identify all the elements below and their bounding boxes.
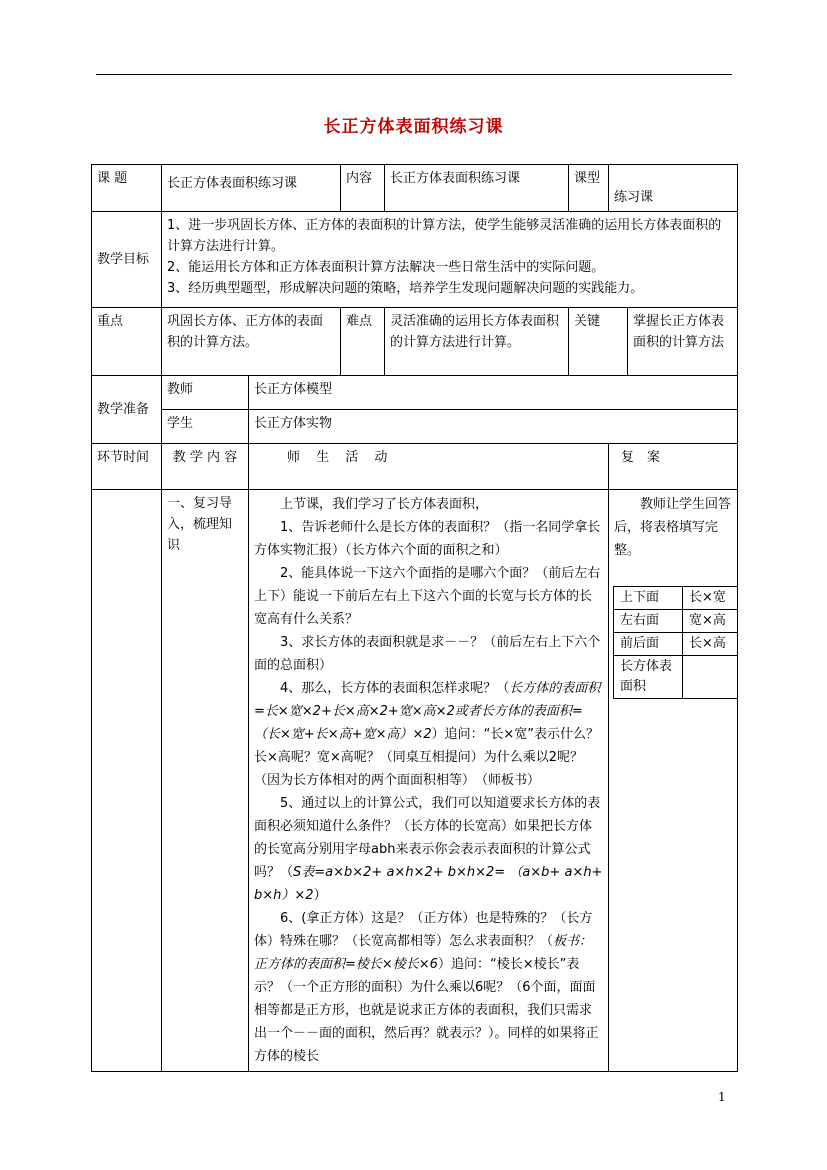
activity-paragraph: 1、告诉老师什么是长方体的表面积？（指一名同学拿长方体实物汇报）（长方体六个面的面积之和） bbox=[254, 520, 601, 558]
activity-paragraph bbox=[254, 677, 603, 792]
paragraph-text: 5、通过以上的计算公式，我们可以知道要求长方体的表面积必须知道什么条件？（长方体的长宽高）如果把长方体的长宽高分别用字母abh来表示你会表示表面积的计算公式吗？（ bbox=[254, 796, 601, 880]
difficulty-value: 灵活准确的运用长方体表面积的计算方法进行计算。 bbox=[385, 308, 569, 376]
formula-text: S表=a×b×2+ a×h×2+ b×h×2= （a×b+ a×h+ b×h）×2 bbox=[254, 865, 603, 903]
activity-paragraph: 2、能具体说一下这六个面指的是哪六个面？（前后左右上下）能说一下前后左右上下这六个面的长宽与长方体的长宽高有什么关系？ bbox=[254, 566, 601, 627]
section-content: 一、复习导入，梳理知识 bbox=[162, 490, 249, 1072]
summary-formula: 长×高 bbox=[683, 633, 738, 656]
row-focus bbox=[92, 308, 738, 376]
paragraph-text: 6、(拿正方体）这是？（正方体）也是特殊的？（长方体）特殊在哪？（长宽高都相等）怎么求表面积？（ bbox=[254, 911, 593, 949]
summary-formula: 宽×高 bbox=[683, 610, 738, 633]
summary-face: 上下面 bbox=[614, 587, 683, 610]
row-section-1 bbox=[92, 490, 738, 1072]
formula-text: 长方体的表面积=长×宽×2+长×高×2+宽×高×2或者长方体的表面积=（长×宽+长×高+宽×高）×2 bbox=[254, 681, 601, 742]
summary-table bbox=[613, 586, 738, 699]
summary-face: 长方体表面积 bbox=[614, 656, 683, 699]
focus-label: 重点 bbox=[92, 308, 162, 376]
row-prep-student bbox=[92, 410, 738, 444]
document-title: 长正方体表面积练习课 bbox=[323, 117, 504, 137]
prep-student-label: 学生 bbox=[162, 410, 249, 444]
paragraph-text: ）追问：“棱长×棱长”表示？（一个正方形的面积）为什么乘以6呢？（6个面，面面相等都是正方形，也就是说求正方体的表面积，我们只需求出一个－－面的面积，然后再？就表示？）。同样的如果将正方体的棱长 bbox=[254, 957, 599, 1064]
summary-row bbox=[614, 610, 738, 633]
teacher-student-activity bbox=[249, 490, 609, 1072]
row-header bbox=[92, 444, 738, 490]
header-review: 复 案 bbox=[609, 444, 738, 490]
summary-row bbox=[614, 656, 738, 699]
content-value: 长正方体表面积练习课 bbox=[385, 165, 569, 212]
summary-formula: 长×宽 bbox=[683, 587, 738, 610]
objectives-list bbox=[162, 212, 738, 308]
type-value: 练习课 bbox=[609, 165, 738, 212]
summary-row bbox=[614, 633, 738, 656]
prep-student-value: 长正方体实物 bbox=[249, 410, 738, 444]
activity-paragraph bbox=[254, 792, 603, 907]
prep-teacher-value: 长正方体模型 bbox=[249, 376, 738, 410]
paragraph-text: 4、那么，长方体的表面积怎样求呢？（ bbox=[280, 681, 510, 696]
type-label: 课型 bbox=[569, 165, 609, 212]
content-label: 内容 bbox=[341, 165, 385, 212]
header-content: 教 学 内 容 bbox=[162, 444, 249, 490]
formula-text: 板书：正方体的表面积=棱长×棱长×6 bbox=[254, 934, 593, 972]
paragraph-text: ）追问：“长×宽”表示什么？长×高呢？宽×高呢？（同桌互相提问）为什么乘以2呢？（因为长方体相对的两个面面积相等） （师板书） bbox=[254, 727, 600, 788]
objective-item: 1、进一步巩固长方体、正方体的表面积的计算方法，使学生能够灵活准确的运用长方体表面积的计算方法进行计算。 bbox=[167, 218, 722, 254]
summary-formula bbox=[683, 656, 738, 699]
topic-label: 课 题 bbox=[92, 165, 162, 212]
lesson-plan-table bbox=[91, 164, 738, 1072]
activity-paragraph: 3、求长方体的表面积就是求－－？（前后左右上下六个面的总面积） bbox=[254, 635, 601, 673]
activity-paragraph bbox=[254, 907, 603, 1068]
stage-cell bbox=[92, 490, 162, 1072]
objectives-label: 教学目标 bbox=[92, 212, 162, 308]
summary-face: 左右面 bbox=[614, 610, 683, 633]
page-number: 1 bbox=[718, 1090, 726, 1104]
header-rule bbox=[96, 74, 732, 75]
paragraph-text: ） bbox=[313, 888, 327, 903]
summary-row bbox=[614, 587, 738, 610]
summary-face: 前后面 bbox=[614, 633, 683, 656]
objective-item: 3、经历典型题型，形成解决问题的策略，培养学生发现问题解决问题的实践能力。 bbox=[167, 281, 644, 296]
topic-value: 长正方体表面积练习课 bbox=[162, 165, 341, 212]
header-stage: 环节时间 bbox=[92, 444, 162, 490]
key-label: 关键 bbox=[569, 308, 628, 376]
difficulty-label: 难点 bbox=[341, 308, 385, 376]
prep-teacher-label: 教师 bbox=[162, 376, 249, 410]
focus-value: 巩固长方体、正方体的表面积的计算方法。 bbox=[162, 308, 341, 376]
review-cell bbox=[609, 490, 738, 1072]
objective-item: 2、能运用长方体和正方体表面积计算方法解决一些日常生活中的实际问题。 bbox=[167, 260, 605, 275]
row-prep-teacher bbox=[92, 376, 738, 410]
row-topic bbox=[92, 165, 738, 212]
prep-label: 教学准备 bbox=[92, 376, 162, 444]
review-note: 教师让学生回答后，将表格填写完整。 bbox=[614, 497, 732, 558]
activity-paragraph: 上节课，我们学习了长方体表面积， bbox=[280, 497, 489, 512]
key-value: 掌握长正方体表面积的计算方法 bbox=[628, 308, 738, 376]
row-objectives bbox=[92, 212, 738, 308]
header-activity: 师 生 活 动 bbox=[249, 444, 609, 490]
